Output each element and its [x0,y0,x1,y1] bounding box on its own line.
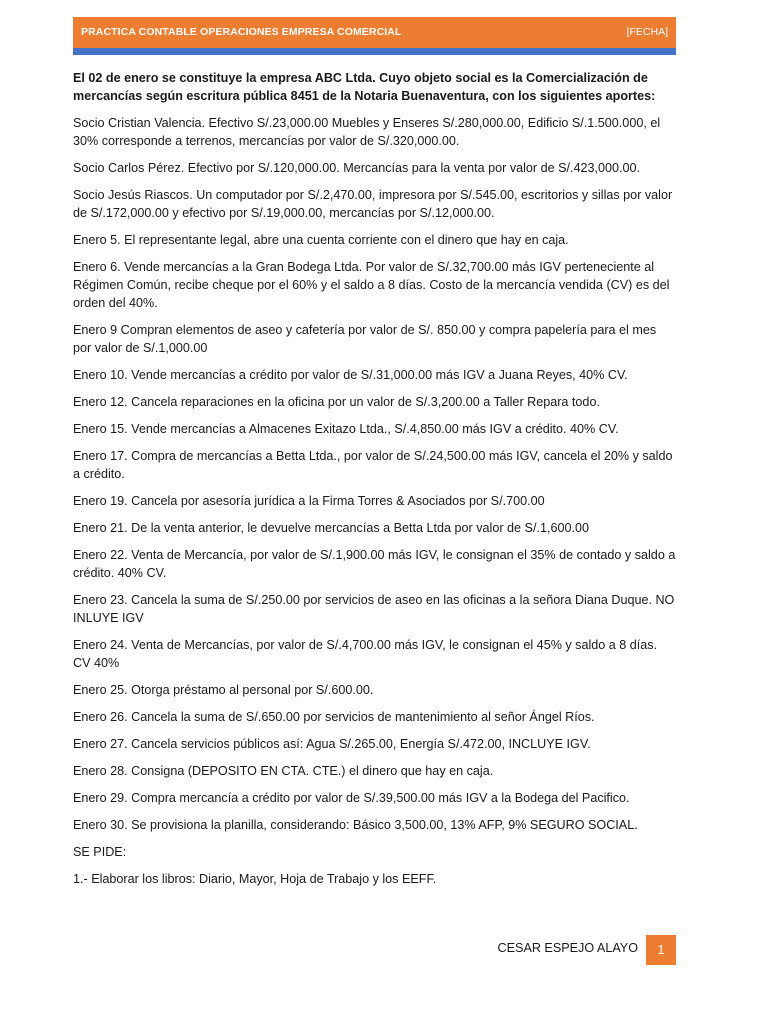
intro-paragraph: El 02 de enero se constituye la empresa ABC Ltda. Cuyo objeto social es la Comercialización de mercancías según escritura pública 8451 de la Notaria Buenaventura, con los siguientes aportes: [73,71,656,103]
section-heading: SE PIDE: [73,845,127,859]
header-date: [FECHA] [626,26,668,38]
paragraph: Enero 19. Cancela por asesoría jurídica a la Firma Torres & Asociados por S/.700.00 [73,494,545,508]
paragraph: Enero 21. De la venta anterior, le devuelve mercancías a Betta Ltda por valor de S/.1,600.00 [73,521,589,535]
paragraph: Enero 12. Cancela reparaciones en la oficina por un valor de S/.3,200.00 a Taller Repara todo. [73,395,600,409]
paragraph: Enero 24. Venta de Mercancías, por valor de S/.4,700.00 más IGV, le consignan el 45% y saldo a 8 días. CV 40% [73,638,658,670]
footer-author: CESAR ESPEJO ALAYO [497,941,638,955]
paragraph: Socio Carlos Pérez. Efectivo por S/.120,000.00. Mercancías para la venta por valor de S/.423,000.00. [73,161,641,175]
document-header [73,17,676,55]
paragraph: Enero 5. El representante legal, abre una cuenta corriente con el dinero que hay en caja. [73,233,569,247]
paragraph: Enero 27. Cancela servicios públicos así: Agua S/.265.00, Energía S/.472.00, INCLUYE IGV. [73,737,591,751]
paragraph: Enero 25. Otorga préstamo al personal por S/.600.00. [73,683,374,697]
paragraph: Enero 9 Compran elementos de aseo y cafetería por valor de S/. 850.00 y compra papelería para el mes por valor de S/.1,000.00 [73,323,657,355]
paragraph: Enero 17. Compra de mercancías a Betta Ltda., por valor de S/.24,500.00 más IGV, cancela el 20% y saldo a crédito. [73,449,673,481]
paragraph: Socio Cristian Valencia. Efectivo S/.23,000.00 Muebles y Enseres S/.280,000.00, Edificio S/.1.500.000, el 30% corresponde a terrenos, mercancías por valor de S/.320,000.00. [73,116,661,148]
paragraph: Enero 28. Consigna (DEPOSITO EN CTA. CTE.) el dinero que hay en caja. [73,764,494,778]
paragraph: Enero 30. Se provisiona la planilla, considerando: Básico 3,500.00, 13% AFP, 9% SEGURO SOCIAL. [73,818,638,832]
paragraph: 1.- Elaborar los libros: Diario, Mayor, Hoja de Trabajo y los EEFF. [73,872,437,886]
paragraph: Enero 26. Cancela la suma de S/.650.00 por servicios de mantenimiento al señor Ángel Ríos. [73,710,595,724]
paragraph: Enero 10. Vende mercancías a crédito por valor de S/.31,000.00 más IGV a Juana Reyes, 40% CV. [73,368,628,382]
paragraph: Enero 23. Cancela la suma de S/.250.00 por servicios de aseo en las oficinas a la señora Diana Duque. NO INLUYE IGV [73,593,675,625]
paragraph: Enero 6. Vende mercancías a la Gran Bodega Ltda. Por valor de S/.32,700.00 más IGV perteneciente al Régimen Común, recibe cheque por el 60% y el saldo a 8 días. Costo de la mercancía vendida (CV) es del orden del 40%. [73,260,670,310]
document-body [73,69,676,897]
page-number-badge: 1 [646,935,676,965]
paragraph: Enero 29. Compra mercancía a crédito por valor de S/.39,500.00 más IGV a la Bodega del Pacifico. [73,791,630,805]
header-title: PRACTICA CONTABLE OPERACIONES EMPRESA COMERCIAL [81,26,402,38]
paragraph: Enero 22. Venta de Mercancía, por valor de S/.1,900.00 más IGV, le consignan el 35% de contado y saldo a crédito. 40% CV. [73,548,676,580]
paragraph: Enero 15. Vende mercancías a Almacenes Exitazo Ltda., S/.4,850.00 más IGV a crédito. 40% CV. [73,422,619,436]
paragraph: Socio Jesús Riascos. Un computador por S/.2,470.00, impresora por S/.545.00, escritorios y sillas por valor de S/.172,000.00 y efectivo por S/.19,000.00, mercancías por S/.12,000.00. [73,188,673,220]
